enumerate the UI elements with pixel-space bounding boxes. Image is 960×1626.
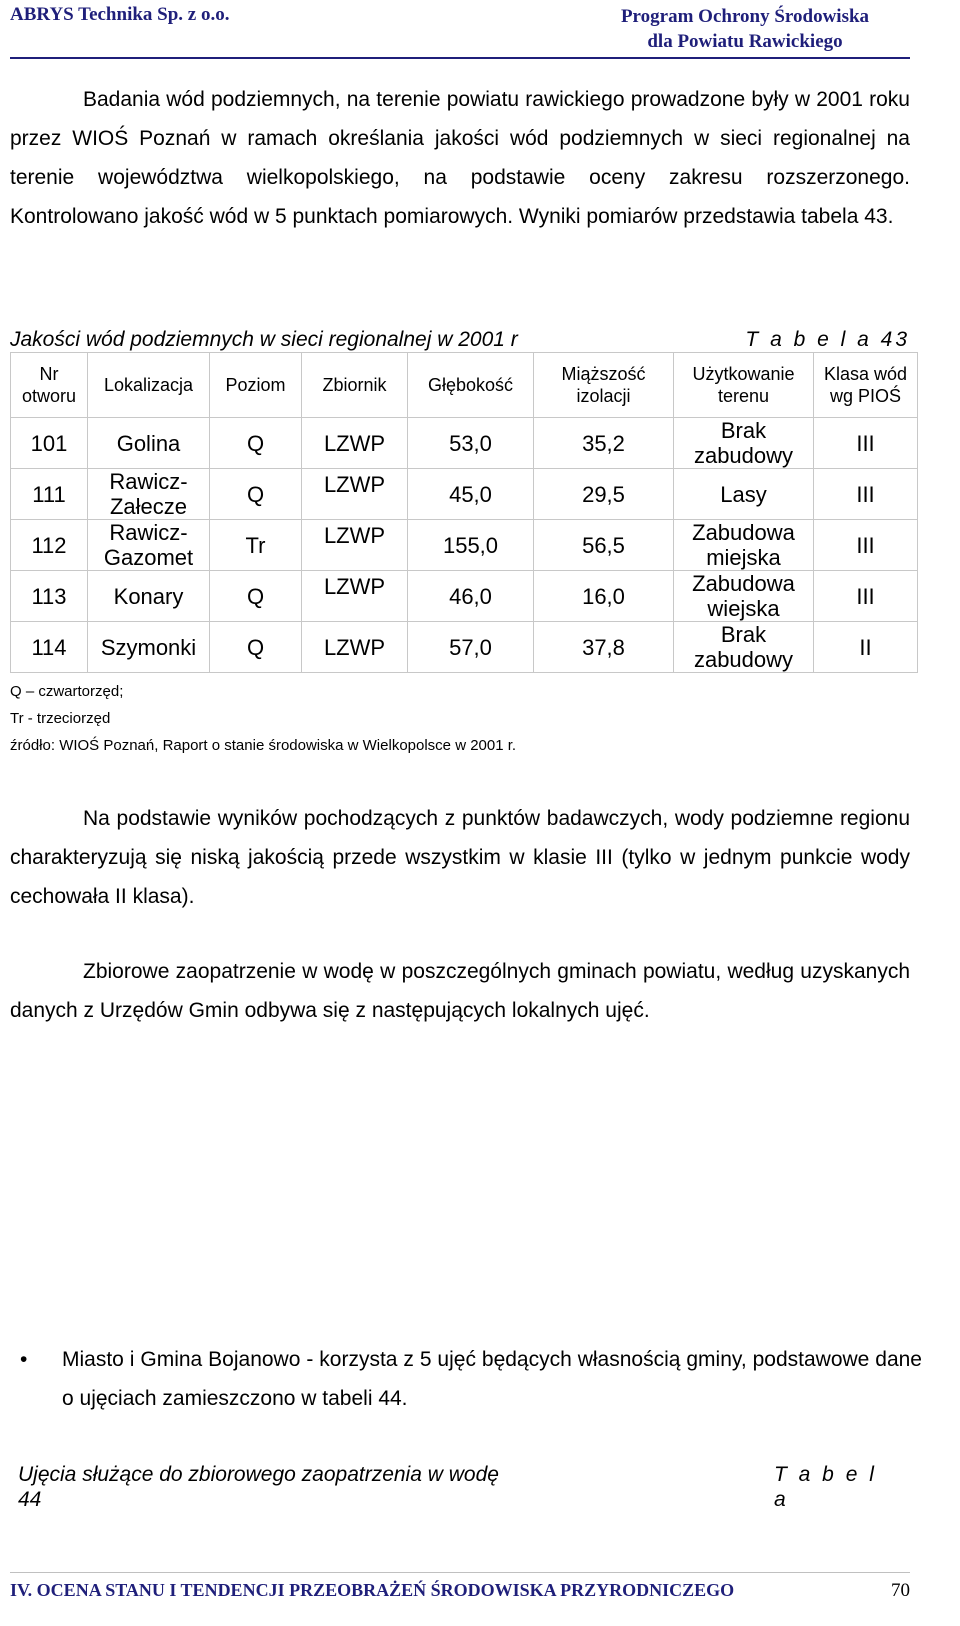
program-title-line1: Program Ochrony Środowiska: [620, 6, 870, 27]
cell-miazszosc: 35,2: [534, 418, 674, 469]
note-tr: Tr - trzeciorzęd: [10, 710, 111, 727]
page-number: 70: [891, 1580, 910, 1601]
table-header-row: [11, 353, 918, 418]
table-44-caption: [18, 1462, 898, 1512]
table-source: źródło: WIOŚ Poznań, Raport o stanie środowiska w Wielkopolsce w 2001 r.: [10, 737, 517, 754]
intro-paragraph: Badania wód podziemnych, na terenie powiatu rawickiego prowadzone były w 2001 roku przez WIOŚ Poznań w ramach określania jakości wód podziemnych w sieci regionalnej na terenie województwa wielkopolskiego, na podstawie oceny zakresu rozszerzonego. Kontrolowano jakość wód w 5 punktach pomiarowych. Wyniki pomiarów przedstawia tabela 43.: [10, 88, 910, 228]
cell-nr: 114: [11, 622, 88, 673]
header-miazszosc: Miąższość izolacji: [534, 353, 674, 418]
cell-uzytkowanie: Zabudowa miejska: [674, 520, 814, 571]
cell-miazszosc: 37,8: [534, 622, 674, 673]
cell-lokalizacja: Szymonki: [88, 622, 210, 673]
cell-glebokosc: 45,0: [408, 469, 534, 520]
cell-nr: 101: [11, 418, 88, 469]
cell-lokalizacja: Konary: [88, 571, 210, 622]
cell-poziom: Q: [210, 469, 302, 520]
header-nr: Nr otworu: [11, 353, 88, 418]
cell-lokalizacja: Rawicz-Załecze: [88, 469, 210, 520]
table-row: [11, 418, 918, 469]
cell-klasa: III: [814, 418, 918, 469]
cell-zbiornik: LZWP: [302, 622, 408, 673]
cell-zbiornik: [302, 469, 408, 520]
cell-poziom: Q: [210, 571, 302, 622]
cell-miazszosc: 29,5: [534, 469, 674, 520]
cell-zbiornik-text: LZWP: [323, 522, 386, 548]
table-44-label: T a b e l a: [774, 1463, 877, 1511]
table-row: [11, 622, 918, 673]
cell-nr: 111: [11, 469, 88, 520]
cell-lokalizacja: Rawicz-Gazomet: [88, 520, 210, 571]
header-divider: [10, 57, 910, 59]
program-title: [580, 4, 910, 54]
results-paragraph: Na podstawie wyników pochodzących z punktów badawczych, wody podziemne regionu charakteryzują się niską jakością przede wszystkim w klasie III (tylko w jednym punkcie wody cechowała II klasa).: [10, 807, 910, 908]
cell-lokalizacja: Golina: [88, 418, 210, 469]
cell-uzytkowanie: Brak zabudowy: [674, 622, 814, 673]
bullet-bojanowo: Miasto i Gmina Bojanowo - korzysta z 5 ujęć będących własnością gminy, podstawowe dane o ujęciach zamieszczono w tabeli 44.: [62, 1348, 922, 1410]
cell-poziom: Q: [210, 622, 302, 673]
cell-glebokosc: 155,0: [408, 520, 534, 571]
table-43-notes: [10, 678, 910, 759]
cell-klasa: III: [814, 469, 918, 520]
header-klasa: Klasa wód wg PIOŚ: [814, 353, 918, 418]
groundwater-quality-table: [10, 352, 918, 673]
cell-glebokosc: 53,0: [408, 418, 534, 469]
program-title-line2: dla Powiatu Rawickiego: [647, 31, 843, 52]
cell-klasa: III: [814, 571, 918, 622]
cell-uzytkowanie: Brak zabudowy: [674, 418, 814, 469]
cell-glebokosc: 57,0: [408, 622, 534, 673]
table-44-number: 44: [18, 1488, 42, 1511]
cell-klasa: III: [814, 520, 918, 571]
table-row: [11, 469, 918, 520]
company-name: ABRYS Technika Sp. z o.o.: [10, 4, 230, 25]
note-q: Q – czwartorzęd;: [10, 683, 124, 700]
table-43-caption: [10, 328, 910, 352]
cell-zbiornik: [302, 520, 408, 571]
footer-divider: [10, 1572, 910, 1573]
chapter-title: IV. OCENA STANU I TENDENCJI PRZEOBRAŻEŃ ŚRODOWISKA PRZYRODNICZEGO: [10, 1580, 735, 1600]
header-zbiornik: Zbiornik: [302, 353, 408, 418]
cell-nr: 113: [11, 571, 88, 622]
table-row: [11, 571, 918, 622]
cell-zbiornik-text: LZWP: [323, 471, 386, 497]
bullet-icon: •: [20, 1348, 28, 1371]
cell-poziom: Tr: [210, 520, 302, 571]
table-44-caption-text: Ujęcia służące do zbiorowego zaopatrzenia w wodę: [18, 1463, 499, 1486]
header-uzytkowanie: Użytkowanie terenu: [674, 353, 814, 418]
cell-zbiornik-text: LZWP: [323, 573, 386, 599]
cell-miazszosc: 16,0: [534, 571, 674, 622]
page-footer: [10, 1580, 910, 1601]
supply-paragraph: Zbiorowe zaopatrzenie w wodę w poszczególnych gminach powiatu, według uzyskanych danych z Urzędów Gmin odbywa się z następujących lokalnych ujęć.: [10, 960, 910, 1022]
cell-glebokosc: 46,0: [408, 571, 534, 622]
table-43-caption-text: Jakości wód podziemnych w sieci regionalnej w 2001 r: [10, 328, 518, 351]
header-glebokosc: Głębokość: [408, 353, 534, 418]
table-row: [11, 520, 918, 571]
cell-klasa: II: [814, 622, 918, 673]
cell-zbiornik: LZWP: [302, 418, 408, 469]
header-poziom: Poziom: [210, 353, 302, 418]
header-lokalizacja: Lokalizacja: [88, 353, 210, 418]
cell-miazszosc: 56,5: [534, 520, 674, 571]
cell-zbiornik: [302, 571, 408, 622]
cell-poziom: Q: [210, 418, 302, 469]
cell-uzytkowanie: Lasy: [674, 469, 814, 520]
page-header: [10, 2, 910, 52]
cell-uzytkowanie: Zabudowa wiejska: [674, 571, 814, 622]
cell-nr: 112: [11, 520, 88, 571]
table-43-label: T a b e l a 43: [745, 328, 910, 351]
